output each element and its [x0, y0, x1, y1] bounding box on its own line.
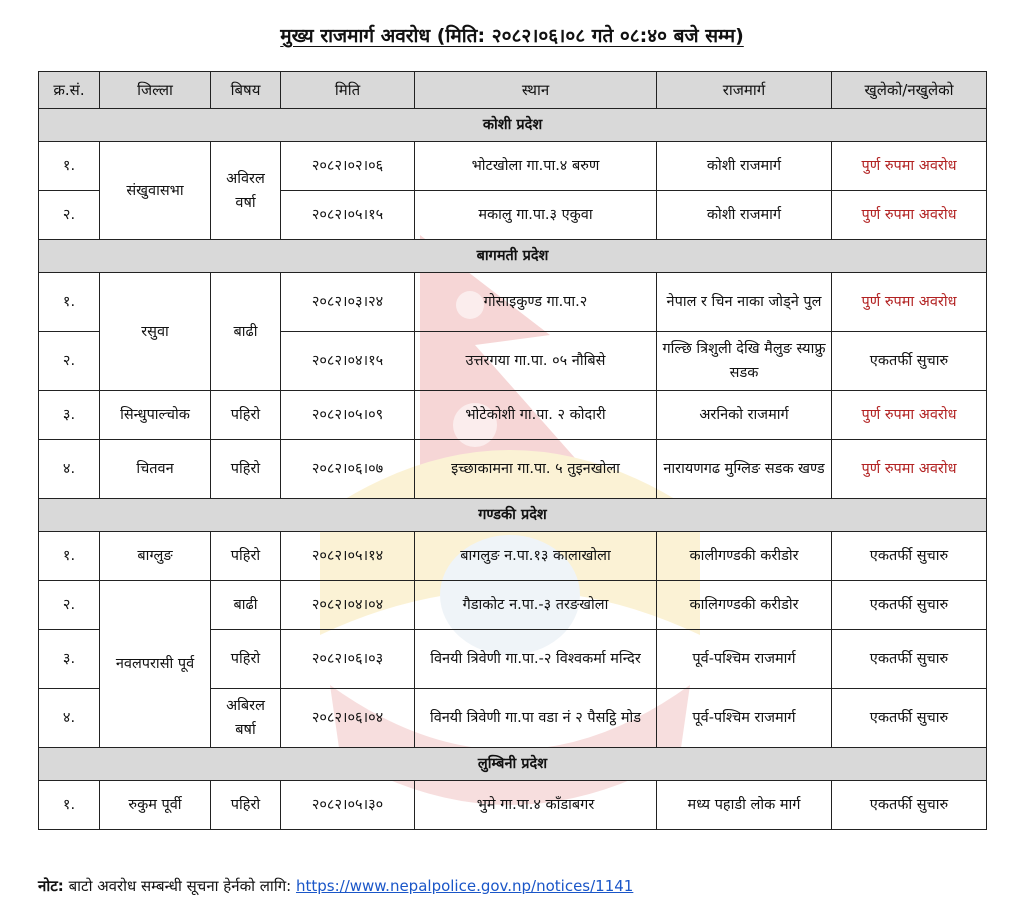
cell-status: पुर्ण रुपमा अवरोध [832, 440, 987, 499]
table-row [39, 440, 987, 499]
cell-sn: १. [39, 781, 100, 830]
cell-district: चितवन [100, 440, 211, 499]
province-lumbini: लुम्बिनी प्रदेश [39, 748, 987, 781]
cell-place: उत्तरगया गा.पा. ०५ नौबिसे [415, 332, 657, 391]
cell-place: बागलुङ न.पा.१३ कालाखोला [415, 532, 657, 581]
cell-date: २०८२।०६।०३ [281, 630, 415, 689]
cell-sn: ३. [39, 630, 100, 689]
note-label: नोट: [38, 877, 64, 895]
cell-status: पुर्ण रुपमा अवरोध [832, 391, 987, 440]
notice-link[interactable]: https://www.nepalpolice.gov.np/notices/1141 [295, 877, 634, 895]
cell-place: विनयी त्रिवेणी गा.पा वडा नं २ पैसट्ठि मोड [415, 689, 657, 748]
cell-highway: कोशी राजमार्ग [657, 142, 832, 191]
cell-highway: पूर्व-पश्चिम राजमार्ग [657, 630, 832, 689]
cell-district: रुकुम पूर्वी [100, 781, 211, 830]
province-gandaki: गण्डकी प्रदेश [39, 499, 987, 532]
cell-status: पुर्ण रुपमा अवरोध [832, 273, 987, 332]
cell-status: एकतर्फी सुचारु [832, 581, 987, 630]
cell-subject: पहिरो [211, 440, 281, 499]
province-row [39, 748, 987, 781]
cell-sn: ४. [39, 440, 100, 499]
cell-place: विनयी त्रिवेणी गा.पा.-२ विश्वकर्मा मन्दिर [415, 630, 657, 689]
cell-subject: अबिरल बर्षा [211, 689, 281, 748]
cell-place: मकालु गा.पा.३ एकुवा [415, 191, 657, 240]
cell-date: २०८२।०५।१५ [281, 191, 415, 240]
table-row [39, 781, 987, 830]
header-sn: क्र.सं. [39, 72, 100, 109]
cell-status: एकतर्फी सुचारु [832, 532, 987, 581]
cell-status: पुर्ण रुपमा अवरोध [832, 142, 987, 191]
cell-subject: बाढी [211, 273, 281, 391]
province-row [39, 109, 987, 142]
header-highway: राजमार्ग [657, 72, 832, 109]
province-row [39, 499, 987, 532]
cell-highway: गल्छि त्रिशुली देखि मैलुङ स्याफ्रु सडक [657, 332, 832, 391]
cell-district: सिन्धुपाल्चोक [100, 391, 211, 440]
cell-subject: अविरल वर्षा [211, 142, 281, 240]
cell-highway: नारायणगढ मुग्लिङ सडक खण्ड [657, 440, 832, 499]
header-place: स्थान [415, 72, 657, 109]
cell-sn: २. [39, 332, 100, 391]
cell-date: २०८२।०५।१४ [281, 532, 415, 581]
cell-sn: १. [39, 273, 100, 332]
cell-date: २०८२।०२।०६ [281, 142, 415, 191]
cell-status: एकतर्फी सुचारु [832, 689, 987, 748]
cell-sn: १. [39, 142, 100, 191]
cell-highway: अरनिको राजमार्ग [657, 391, 832, 440]
cell-status: एकतर्फी सुचारु [832, 781, 987, 830]
cell-subject: पहिरो [211, 781, 281, 830]
cell-date: २०८२।०४।०४ [281, 581, 415, 630]
table-row [39, 142, 987, 191]
cell-highway: पूर्व-पश्चिम राजमार्ग [657, 689, 832, 748]
cell-place: गैडाकोट न.पा.-३ तरङखोला [415, 581, 657, 630]
page-title: मुख्य राजमार्ग अवरोध (मिति: २०८२।०६।०८ गते ०८:४० बजे सम्म) [280, 25, 744, 47]
cell-date: २०८२।०६।०४ [281, 689, 415, 748]
cell-date: २०८२।०५।०९ [281, 391, 415, 440]
cell-sn: ३. [39, 391, 100, 440]
province-koshi: कोशी प्रदेश [39, 109, 987, 142]
cell-subject: बाढी [211, 581, 281, 630]
table-header-row [39, 72, 987, 109]
table-row [39, 581, 987, 630]
footer-note [38, 876, 633, 896]
cell-sn: २. [39, 581, 100, 630]
table-row [39, 532, 987, 581]
cell-subject: पहिरो [211, 391, 281, 440]
province-bagmati: बागमती प्रदेश [39, 240, 987, 273]
cell-date: २०८२।०५।३० [281, 781, 415, 830]
cell-date: २०८२।०६।०७ [281, 440, 415, 499]
cell-highway: मध्य पहाडी लोक मार्ग [657, 781, 832, 830]
table-row [39, 273, 987, 332]
cell-highway: नेपाल र चिन नाका जोड्ने पुल [657, 273, 832, 332]
cell-district: बाग्लुङ [100, 532, 211, 581]
cell-place: भुमे गा.पा.४ काँडाबगर [415, 781, 657, 830]
cell-place: भोटेकोशी गा.पा. २ कोदारी [415, 391, 657, 440]
cell-district: रसुवा [100, 273, 211, 391]
cell-highway: कालिगण्डकी करीडोर [657, 581, 832, 630]
cell-district: नवलपरासी पूर्व [100, 581, 211, 748]
cell-sn: २. [39, 191, 100, 240]
cell-sn: ४. [39, 689, 100, 748]
cell-date: २०८२।०३।२४ [281, 273, 415, 332]
cell-highway: कोशी राजमार्ग [657, 191, 832, 240]
header-subject: बिषय [211, 72, 281, 109]
header-status: खुलेको/नखुलेको [832, 72, 987, 109]
header-date: मिति [281, 72, 415, 109]
cell-status: एकतर्फी सुचारु [832, 332, 987, 391]
cell-status: एकतर्फी सुचारु [832, 630, 987, 689]
cell-place: भोटखोला गा.पा.४ बरुण [415, 142, 657, 191]
cell-highway: कालीगण्डकी करीडोर [657, 532, 832, 581]
cell-sn: १. [39, 532, 100, 581]
cell-place: इच्छाकामना गा.पा. ५ तुइनखोला [415, 440, 657, 499]
note-text: बाटो अवरोध सम्बन्धी सूचना हेर्नको लागि: [68, 877, 292, 895]
province-row [39, 240, 987, 273]
cell-subject: पहिरो [211, 532, 281, 581]
header-district: जिल्ला [100, 72, 211, 109]
cell-subject: पहिरो [211, 630, 281, 689]
cell-place: गोसाइकुण्ड गा.पा.२ [415, 273, 657, 332]
highway-blockage-table [38, 71, 987, 830]
table-row [39, 391, 987, 440]
cell-district: संखुवासभा [100, 142, 211, 240]
cell-status: पुर्ण रुपमा अवरोध [832, 191, 987, 240]
cell-date: २०८२।०४।१५ [281, 332, 415, 391]
